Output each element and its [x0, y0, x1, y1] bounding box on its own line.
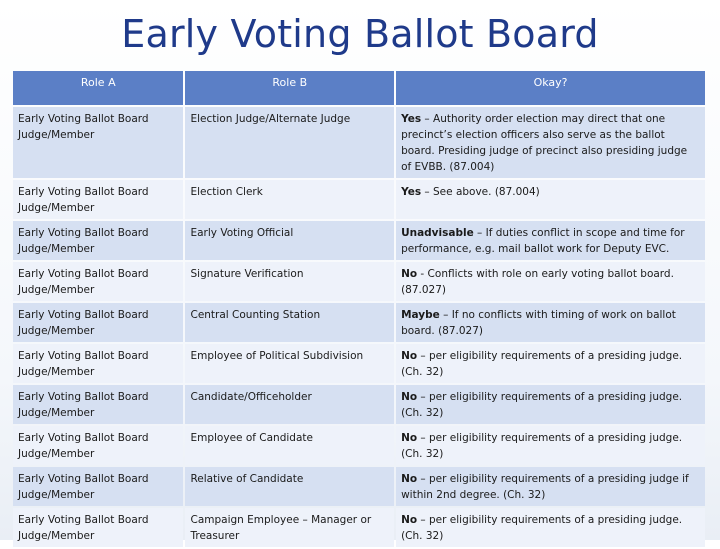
- cell-role-a: Early Voting Ballot Board Judge/Member: [13, 262, 183, 301]
- table-row: [13, 426, 705, 465]
- cell-role-a: Early Voting Ballot Board Judge/Member: [13, 107, 183, 178]
- cell-okay: [396, 508, 705, 547]
- verdict-detail: – per eligibility requirements of a presiding judge. (Ch. 32): [401, 514, 683, 542]
- cell-role-b: Employee of Candidate: [185, 426, 394, 465]
- verdict-detail: – If duties conflict in scope and time for performance, e.g. mail ballot work for Deputy EVC.: [401, 227, 685, 255]
- cell-okay: [396, 344, 705, 383]
- table-header-row: [13, 71, 705, 105]
- verdict: No: [401, 391, 418, 403]
- cell-role-b: Central Counting Station: [185, 303, 394, 342]
- slide-title: Early Voting Ballot Board: [121, 12, 599, 56]
- cell-role-b: Signature Verification: [185, 262, 394, 301]
- verdict: Maybe: [401, 309, 440, 321]
- cell-okay: [396, 426, 705, 465]
- cell-role-b: Election Judge/Alternate Judge: [185, 107, 394, 178]
- cell-role-b: Relative of Candidate: [185, 467, 394, 506]
- verdict: No: [401, 432, 418, 444]
- cell-role-b: Candidate/Officeholder: [185, 385, 394, 424]
- verdict-detail: - Conflicts with role on early voting ballot board. (87.027): [401, 268, 674, 296]
- cell-role-a: Early Voting Ballot Board Judge/Member: [13, 344, 183, 383]
- cell-role-b: Employee of Political Subdivision: [185, 344, 394, 383]
- cell-role-a: Early Voting Ballot Board Judge/Member: [13, 508, 183, 547]
- table-row: [13, 508, 705, 547]
- cell-role-a: Early Voting Ballot Board Judge/Member: [13, 426, 183, 465]
- verdict: Yes: [401, 186, 422, 198]
- cell-role-b: Campaign Employee – Manager or Treasurer: [185, 508, 394, 547]
- verdict-detail: – If no conflicts with timing of work on ballot board. (87.027): [401, 309, 676, 337]
- cell-role-a: Early Voting Ballot Board Judge/Member: [13, 221, 183, 260]
- cell-role-b: Early Voting Official: [185, 221, 394, 260]
- cell-okay: [396, 221, 705, 260]
- verdict-detail: – per eligibility requirements of a presiding judge if within 2nd degree. (Ch. 32): [401, 473, 689, 501]
- header-okay: Okay?: [396, 71, 705, 105]
- verdict-detail: – per eligibility requirements of a presiding judge. (Ch. 32): [401, 432, 683, 460]
- table-row: [13, 262, 705, 301]
- cell-role-a: Early Voting Ballot Board Judge/Member: [13, 303, 183, 342]
- table-row: [13, 303, 705, 342]
- verdict-detail: – Authority order election may direct that one precinct’s election officers also serve as the ballot board. Presiding judge of precinct also presiding judge of EVBB. (87.004): [401, 113, 688, 173]
- cell-role-b: Election Clerk: [185, 180, 394, 219]
- verdict: No: [401, 473, 418, 485]
- cell-okay: [396, 262, 705, 301]
- header-role-b: Role B: [185, 71, 394, 105]
- cell-role-a: Early Voting Ballot Board Judge/Member: [13, 467, 183, 506]
- cell-role-a: Early Voting Ballot Board Judge/Member: [13, 385, 183, 424]
- table-row: [13, 344, 705, 383]
- table-row: [13, 107, 705, 178]
- table-row: [13, 180, 705, 219]
- verdict-detail: – per eligibility requirements of a presiding judge. (Ch. 32): [401, 350, 683, 378]
- header-role-a: Role A: [13, 71, 183, 105]
- verdict-detail: – See above. (87.004): [421, 186, 540, 198]
- table-row: [13, 221, 705, 260]
- table-row: [13, 385, 705, 424]
- verdict: No: [401, 350, 418, 362]
- cell-okay: [396, 180, 705, 219]
- cell-okay: [396, 385, 705, 424]
- cell-role-a: Early Voting Ballot Board Judge/Member: [13, 180, 183, 219]
- table-row: [13, 467, 705, 506]
- verdict: Yes: [401, 113, 422, 125]
- cell-okay: [396, 107, 705, 178]
- verdict: No: [401, 514, 418, 526]
- verdict: Unadvisable: [401, 227, 474, 239]
- roles-table: [11, 69, 707, 549]
- cell-okay: [396, 303, 705, 342]
- cell-okay: [396, 467, 705, 506]
- verdict-detail: – per eligibility requirements of a presiding judge. (Ch. 32): [401, 391, 683, 419]
- verdict: No: [401, 268, 418, 280]
